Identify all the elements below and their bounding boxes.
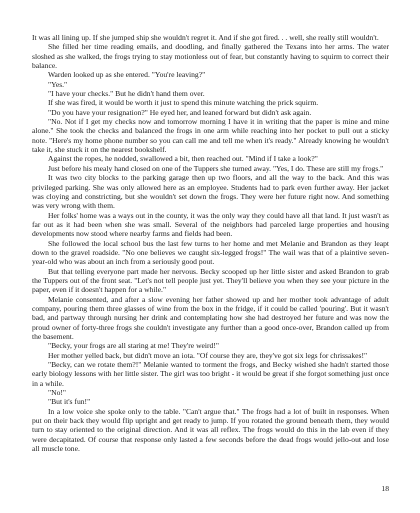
paragraph: "No. Not if I get my checks now and tomorrow morning I have it in writing that the paper is mine and mine alone." She took the checks and balanced the frogs in one arm while reaching into her pocket to pull out a sticky note. "Here's my home phone number so you can call me and tell me when it's ready." Already knowing he wouldn't take it, she stuck it on the nearest bookshelf. xyxy=(32,117,389,155)
paragraph: She filled her time reading emails, and doodling, and finally gathered the Texans into her arms. The water sloshed as she walked, the frogs trying to stay motionless out of fear, but constantly having to squirm to correct their balance. xyxy=(32,42,389,71)
paragraph: She followed the local school bus the last few turns to her home and met Melanie and Brandon as they leapt down to the gravel roadside. "No one believes we caught six-legged frogs!" The wail was that of a plaintive seven-year-old who was about an inch from a seriously good pout. xyxy=(32,238,389,267)
paragraph: "Do you have your resignation?" He eyed her, and leaned forward but didn't ask again. xyxy=(48,107,312,117)
paragraph: "Becky, can we rotate them?!" Melanie wanted to torment the frogs, and Becky wished she hadn't started those early biology lessons with her little sister. The girl was too bright - it would be great if she forgot something just once in a while. xyxy=(32,360,389,388)
paragraph: Just before his mealy hand closed on one of the Tuppers she turned away. "Yes, I do. These are still my frogs." xyxy=(48,163,384,173)
paragraph: It was two city blocks to the parking garage then up two floors, and all the way to the back. And this was privileged parking. She was only allowed here as an employee. Students had to park even further away. Her jacket was cloying and constricting, but she wouldn't set down the frogs. They were her future right now. And something was very wrong with them. xyxy=(32,173,389,211)
paragraph: "Yes." xyxy=(48,79,68,89)
paragraph: "But it's fun!" xyxy=(48,397,91,407)
paragraph: "Becky, your frogs are all staring at me! They're weird!" xyxy=(48,341,219,351)
paragraph: But that telling everyone part made her nervous. Becky scooped up her little sister and asked Brandon to grab the Tuppers out of the front seat. "Let's not tell people just yet. They'll believe you when they see your picture in the paper, even if it doesn't happen for a while." xyxy=(32,266,389,295)
paragraph: If she was fired, it would be worth it just to spend this minute watching the prick squirm. xyxy=(48,98,319,108)
paragraph: "No!" xyxy=(48,388,67,398)
body-text xyxy=(32,33,389,453)
paragraph: "I have your checks." But he didn't hand them over. xyxy=(48,89,205,99)
paragraph: In a low voice she spoke only to the table. "Can't argue that." The frogs had a lot of built in responses. When put on their back they would flip upright and get ready to jump. If you rotated the ground beneath them, they would turn to stay oriented to the original direction. And it was all reflex. The frogs would do this in the lab even if they were decapitated. Of course that response only lasted a few seconds before the dead frogs would jello-out and lose all muscle tone. xyxy=(32,406,389,454)
paragraph: Her folks' home was a ways out in the county, it was the only way they could have all that land. It just wasn't as far out as it had been when she was small. Several of the neighbors had parceled large properties and housing developments now stood where nearby farms and fields had been. xyxy=(32,210,389,239)
page-number: 18 xyxy=(381,484,389,493)
paragraph: Warden looked up as she entered. "You're leaving?" xyxy=(48,70,206,80)
paragraph: It was all lining up. If she jumped ship she wouldn't regret it. And if she got fired. . . well, she really still wouldn't. xyxy=(32,33,379,42)
paragraph: Against the ropes, he nodded, swallowed a bit, then reached out. "Mind if I take a look?" xyxy=(48,154,318,164)
paragraph: Her mother yelled back, but didn't move an iota. "Of course they are, they've got six legs for chrissakes!" xyxy=(48,350,368,360)
paragraph: Melanie consented, and after a slow evening her father showed up and her mother took advantage of adult company, pouring them three glasses of wine from the box in the fridge, if it could be called 'pouring'. But it wasn't bad, and partway through nursing her drink and contemplating how she had destroyed her future and was now the proud owner of forty-three frogs she couldn't investigate any further than a good once-over, Brandon called up from the basement. xyxy=(32,294,389,341)
